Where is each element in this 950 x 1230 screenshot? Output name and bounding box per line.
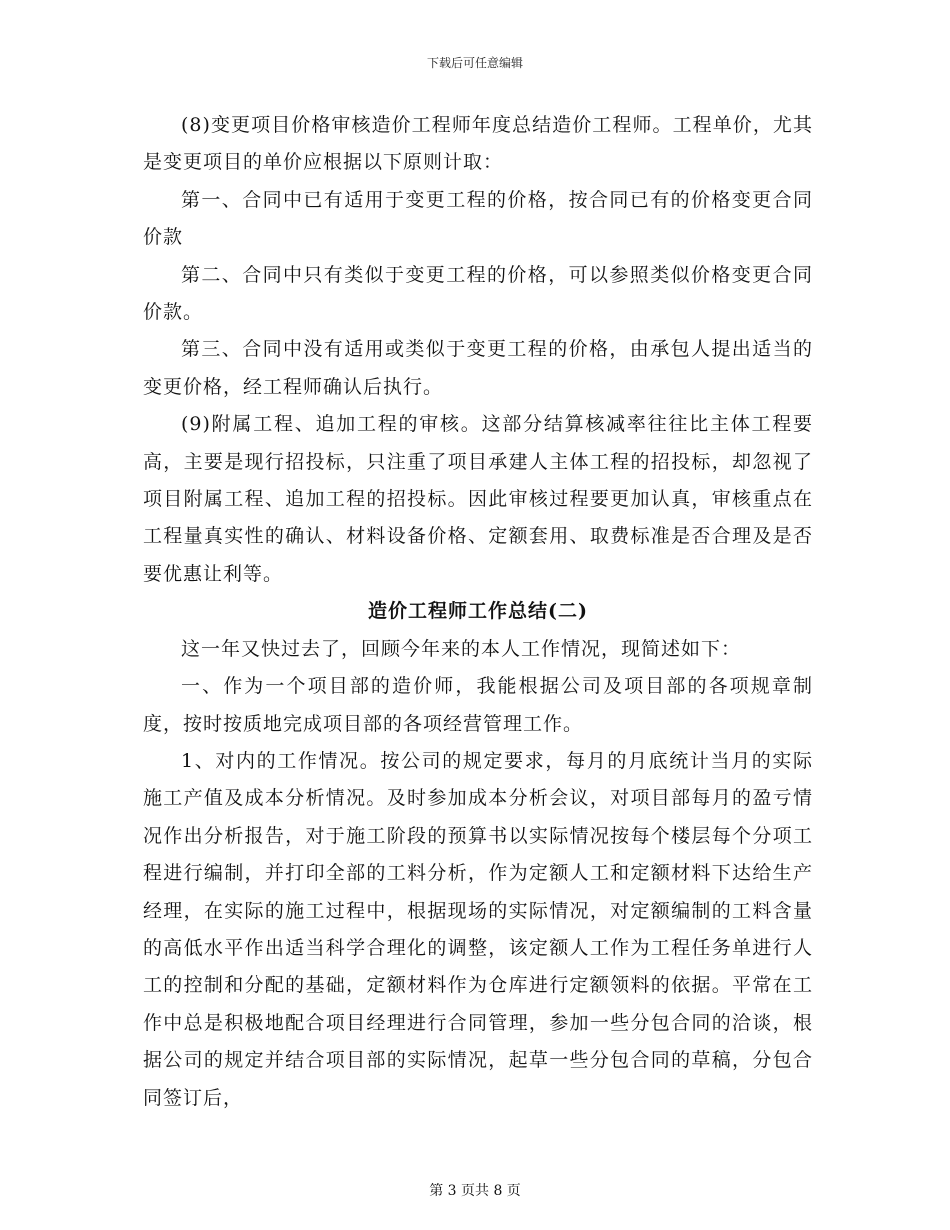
document-body: [143, 107, 813, 1117]
page-header: 下载后可任意编辑: [426, 56, 523, 70]
paragraph: 第一、合同中已有适用于变更工程的价格，按合同已有的价格变更合同价款: [143, 188, 813, 249]
paragraph: (8)变更项目价格审核造价工程师年度总结造价工程师。工程单价，尤其是变更项目的单价应根据以下原则计取：: [143, 114, 813, 174]
paragraph: 这一年又快过去了，回顾今年来的本人工作情况，现简述如下：: [181, 637, 742, 660]
paragraph: (9)附属工程、追加工程的审核。这部分结算核减率往往比主体工程要高，主要是现行招投标，只注重了项目承建人主体工程的招投标，却忽视了项目附属工程、追加工程的招投标。因此审核过程要更加认真，审核重点在工程量真实性的确认、材料设备价格、定额套用、取费标准是否合理及是否要优惠让利等。: [143, 413, 813, 585]
paragraph: 第三、合同中没有适用或类似于变更工程的价格，由承包人提出适当的变更价格，经工程师确认后执行。: [143, 338, 813, 398]
page-footer: 第 3 页共 8 页: [429, 1183, 521, 1199]
section-title: 造价工程师工作总结(二): [368, 600, 588, 623]
paragraph: 第二、合同中只有类似于变更工程的价格，可以参照类似价格变更合同价款。: [143, 263, 813, 324]
paragraph: 一、作为一个项目部的造价师，我能根据公司及项目部的各项规章制度，按时按质地完成项目部的各项经营管理工作。: [143, 675, 813, 735]
paragraph: 1、对内的工作情况。按公司的规定要求，每月的月底统计当月的实际施工产值及成本分析情况。及时参加成本分析会议，对项目部每月的盈亏情况作出分析报告，对于施工阶段的预算书以实际情况按每个楼层每个分项工程进行编制，并打印全部的工料分析，作为定额人工和定额材料下达给生产经理，在实际的施工过程中，根据现场的实际情况，对定额编制的工料含量的高低水平作出适当科学合理化的调整，该定额人工作为工程任务单进行人工的控制和分配的基础，定额材料作为仓库进行定额领料的依据。平常在工作中总是积极地配合项目经理进行合同管理，参加一些分包合同的洽谈，根据公司的规定并结合项目部的实际情况，起草一些分包合同的草稿，分包合同签订后，: [143, 749, 813, 1109]
